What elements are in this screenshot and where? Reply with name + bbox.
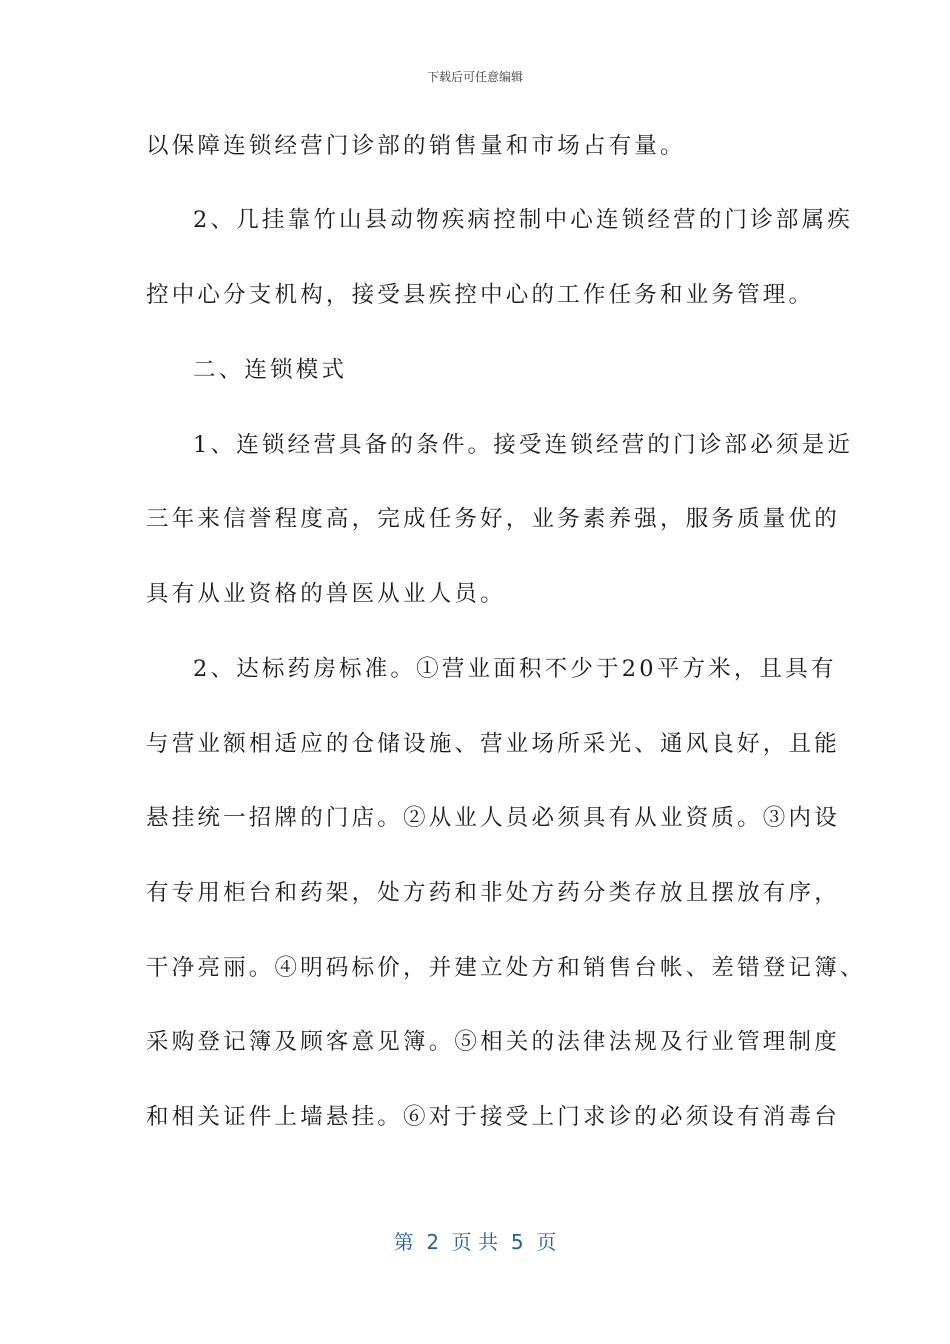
header-note: 下载后可任意编辑 [426, 70, 523, 84]
text-line: 与营业额相适应的仓储设施、营业场所采光、通风良好，且能 [146, 731, 840, 757]
text-line: 2、达标药房标准。①营业面积不少于20平方米，且具有 [193, 656, 837, 682]
text-line: 干净亮丽。④明码标价，并建立处方和销售台帐、差错登记簿、 [146, 955, 866, 981]
text-line: 1、连锁经营具备的条件。接受连锁经营的门诊部必须是近 [193, 432, 854, 458]
text-line: 采购登记簿及顾客意见簿。⑤相关的法律法规及行业管理制度 [146, 1029, 840, 1055]
text-line: 悬挂统一招牌的门店。②从业人员必须具有从业资质。③内设 [146, 805, 840, 831]
text-line: 和相关证件上墙悬挂。⑥对于接受上门求诊的必须设有消毒台 [146, 1104, 840, 1130]
page-number-label: 第 2 页 共 5 页 [393, 1230, 557, 1254]
text-line: 三年来信誉程度高，完成任务好，业务素养强，服务质量优的 [146, 506, 840, 532]
text-line: 具有从业资格的兽医从业人员。 [146, 581, 506, 607]
text-line: 有专用柜台和药架，处方药和非处方药分类存放且摆放有序， [146, 880, 840, 906]
text-line: 控中心分支机构，接受县疾控中心的工作任务和业务管理。 [146, 282, 815, 308]
section-heading: 二、连锁模式 [193, 357, 348, 383]
text-line: 以保障连锁经营门诊部的销售量和市场占有量。 [146, 133, 686, 159]
page-number-footer [0, 1226, 950, 1255]
text-line: 2、几挂靠竹山县动物疾病控制中心连锁经营的门诊部属疾 [193, 207, 854, 233]
